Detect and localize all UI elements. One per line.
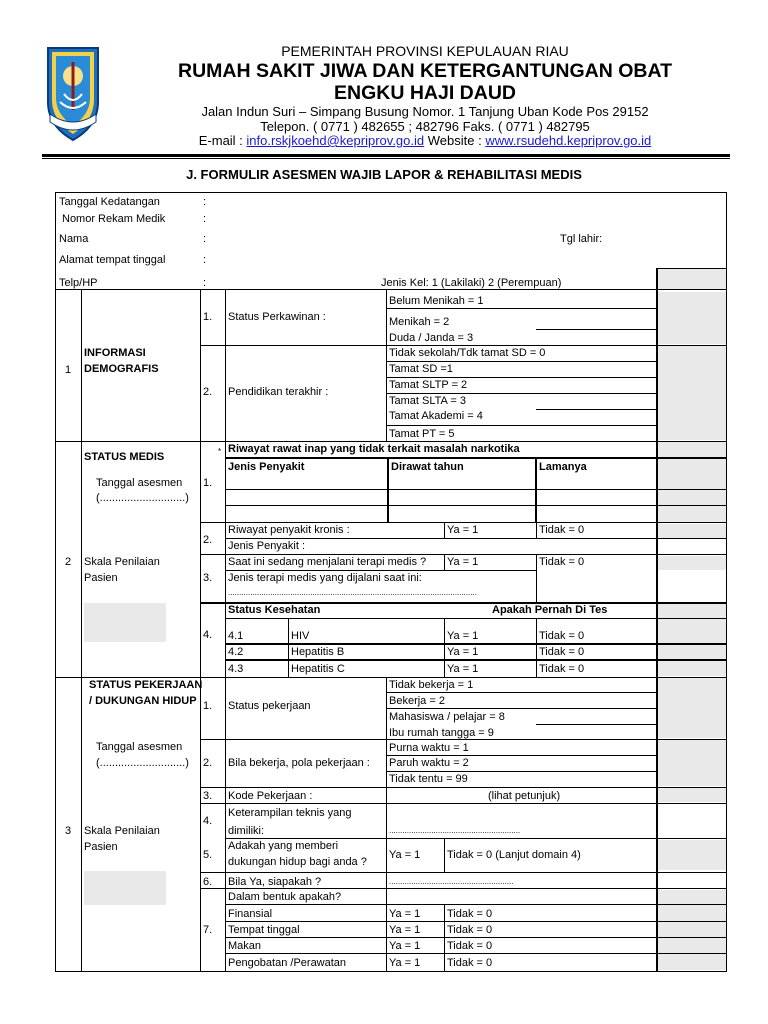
option-label: Tamat PT = 5 xyxy=(389,428,455,440)
siapakah-dots: ........................................................ xyxy=(389,877,514,886)
tanggal-asesmen-dots: (............................) xyxy=(96,492,189,504)
question-number: 2. xyxy=(203,386,213,398)
question-number: 6. xyxy=(203,876,213,888)
tidak-label: Tidak = 0 xyxy=(539,556,585,568)
option-label: Tidak sekolah/Tdk tamat SD = 0 xyxy=(389,347,546,359)
jenis-kel-label: Jenis Kel: 1 (Lakilaki) 2 (Perempuan) xyxy=(381,277,562,289)
question-number: 2. xyxy=(203,757,213,769)
test-number: 4.2 xyxy=(228,646,244,658)
pernah-tes-heading: Apakah Pernah Di Tes xyxy=(492,604,608,616)
rawat-inap-heading: Riwayat rawat inap yang tidak terkait masalah narkotika xyxy=(228,443,520,455)
hospital-name: RUMAH SAKIT JIWA DAN KETERGANTUNGAN OBAT xyxy=(178,60,672,82)
ya-label: Ya = 1 xyxy=(447,646,479,658)
status-pekerjaan-label: Status pekerjaan xyxy=(228,700,311,712)
question-number: 1. xyxy=(203,477,213,489)
test-name: HIV xyxy=(291,630,310,642)
ya-label: Ya = 1 xyxy=(447,556,479,568)
option-label: Tamat SLTA = 3 xyxy=(389,395,466,407)
jenis-kel-input[interactable] xyxy=(658,268,726,290)
telp-label: Telp/HP xyxy=(59,277,98,289)
email-label: E-mail : xyxy=(198,133,247,148)
tidak-label: Tidak = 0 (Lanjut domain 4) xyxy=(447,849,581,861)
ya-label: Ya = 1 xyxy=(389,849,421,861)
asterisk: * xyxy=(218,447,222,456)
question-number: 4. xyxy=(203,629,213,641)
tgl-lahir-label: Tgl lahir: xyxy=(560,233,603,245)
dukungan-label: dukungan hidup bagi anda ? xyxy=(228,856,367,868)
option-label: Belum Menikah = 1 xyxy=(389,295,484,307)
column-header: Dirawat tahun xyxy=(391,461,464,473)
bentuk-label: Dalam bentuk apakah? xyxy=(228,891,342,903)
pola-pekerjaan-input[interactable] xyxy=(658,740,726,786)
website-link[interactable]: www.rsudehd.kepriprov.go.id xyxy=(485,133,652,148)
section-number: 3 xyxy=(65,825,72,837)
header-rule xyxy=(42,154,730,157)
colon: : xyxy=(203,196,207,208)
tidak-label: Tidak = 0 xyxy=(539,524,585,536)
ya-label: Ya = 1 xyxy=(389,908,421,920)
jenis-terapi-dots: ................................................................................................................ xyxy=(228,588,477,597)
dukungan-input[interactable] xyxy=(658,840,726,870)
section-number: 2 xyxy=(65,556,72,568)
option-label: Tamat Akademi = 4 xyxy=(389,410,483,422)
test-name: Hepatitis C xyxy=(291,663,345,675)
tanggal-asesmen-label: Tanggal asesmen xyxy=(96,741,183,753)
status-kesehatan-input[interactable] xyxy=(658,604,726,676)
nomor-rekam-medik-label: Nomor Rekam Medik xyxy=(62,213,166,225)
ya-label: Ya = 1 xyxy=(447,630,479,642)
support-row-label: Pengobatan /Perawatan xyxy=(228,957,347,969)
nama-label: Nama xyxy=(59,233,89,245)
terapi-medis-input[interactable] xyxy=(658,556,726,570)
penyakit-kronis-label: Riwayat penyakit kronis : xyxy=(228,524,350,536)
keterampilan-label: dimiliki: xyxy=(228,825,265,837)
section-title: / DUKUNGAN HIDUP xyxy=(89,695,197,707)
province-emblem-icon xyxy=(42,44,104,144)
skala-label: Skala Penilaian xyxy=(84,556,160,568)
colon: : xyxy=(203,277,207,289)
option-label: Tamat SD =1 xyxy=(389,363,453,375)
alamat-label: Alamat tempat tinggal xyxy=(59,254,166,266)
option-label: Bekerja = 2 xyxy=(389,695,445,707)
colon: : xyxy=(203,254,207,266)
website-label: Website : xyxy=(424,133,486,148)
section-title: INFORMASI xyxy=(84,347,146,359)
keterampilan-dots: ........................................................... xyxy=(389,826,521,835)
ya-label: Ya = 1 xyxy=(389,957,421,969)
test-name: Hepatitis B xyxy=(291,646,345,658)
dukungan-label: Adakah yang memberi xyxy=(228,840,339,852)
pendidikan-input[interactable] xyxy=(658,346,726,440)
option-label: Tidak tentu = 99 xyxy=(389,773,468,785)
tanggal-asesmen-dots: (............................) xyxy=(96,757,189,769)
tanggal-asesmen-label: Tanggal asesmen xyxy=(96,477,183,489)
letterhead xyxy=(0,0,768,160)
skala-label: Skala Penilaian xyxy=(84,825,160,837)
skala-pekerjaan-input[interactable] xyxy=(84,871,166,905)
option-label: Duda / Janda = 3 xyxy=(389,332,474,344)
question-number: 3. xyxy=(203,572,213,584)
tidak-label: Tidak = 0 xyxy=(539,663,585,675)
colon: : xyxy=(203,233,207,245)
section-title: STATUS MEDIS xyxy=(84,451,165,463)
colon: : xyxy=(203,213,207,225)
tidak-label: Tidak = 0 xyxy=(447,908,493,920)
pendidikan-label: Pendidikan terakhir : xyxy=(228,386,329,398)
ya-label: Ya = 1 xyxy=(447,524,479,536)
penyakit-kronis-input[interactable] xyxy=(658,524,726,538)
kode-pekerjaan-input[interactable] xyxy=(658,788,726,802)
siapakah-label: Bila Ya, siapakah ? xyxy=(228,876,322,888)
section-title: STATUS PEKERJAAN xyxy=(89,679,203,691)
support-row-label: Makan xyxy=(228,940,262,952)
question-number: 5. xyxy=(203,849,213,861)
government-name: PEMERINTAH PROVINSI KEPULAUAN RIAU xyxy=(281,43,569,59)
hospital-contact xyxy=(120,133,730,148)
pola-pekerjaan-label: Bila bekerja, pola pekerjaan : xyxy=(228,757,370,769)
form-title: J. FORMULIR ASESMEN WAJIB LAPOR & REHABILITASI MEDIS xyxy=(186,167,582,182)
option-label: Ibu rumah tangga = 9 xyxy=(389,727,494,739)
status-perkawinan-input[interactable] xyxy=(658,292,726,344)
email-link[interactable]: info.rskjkoehd@kepriprov.go.id xyxy=(246,133,425,148)
hospital-phone: Telepon. ( 0771 ) 482655 ; 482796 Faks. ( 0771 ) 482795 xyxy=(260,119,590,134)
question-number: 1. xyxy=(203,311,213,323)
hospital-address: Jalan Indun Suri – Simpang Busung Nomor. 1 Tanjung Uban Kode Pos 29152 xyxy=(201,104,649,119)
ya-label: Ya = 1 xyxy=(447,663,479,675)
option-label: Mahasiswa / pelajar = 8 xyxy=(389,711,505,723)
question-number: 7. xyxy=(203,924,213,936)
option-label: Tamat SLTP = 2 xyxy=(389,379,468,391)
column-header: Jenis Penyakit xyxy=(228,461,305,473)
section-title: DEMOGRAFIS xyxy=(84,363,159,375)
option-label: Purna waktu = 1 xyxy=(389,742,469,754)
question-number: 4. xyxy=(203,815,213,827)
question-number: 1. xyxy=(203,700,213,712)
keterampilan-label: Keterampilan teknis yang xyxy=(228,807,352,819)
hospital-name-2: ENGKU HAJI DAUD xyxy=(333,82,516,104)
tanggal-kedatangan-label: Tanggal Kedatangan xyxy=(59,196,160,208)
kode-pekerjaan-label: Kode Pekerjaan : xyxy=(228,790,313,802)
test-number: 4.1 xyxy=(228,630,244,642)
terapi-medis-label: Saat ini sedang menjalani terapi medis ? xyxy=(228,556,427,568)
question-number: 3. xyxy=(203,790,213,802)
rawat-inap-input[interactable] xyxy=(658,442,726,522)
status-kesehatan-heading: Status Kesehatan xyxy=(228,604,321,616)
option-label: Paruh waktu = 2 xyxy=(389,757,469,769)
column-header: Lamanya xyxy=(539,461,587,473)
test-number: 4.3 xyxy=(228,663,244,675)
support-row-label: Finansial xyxy=(228,908,273,920)
skala-label: Pasien xyxy=(84,572,118,584)
question-number: 2. xyxy=(203,534,213,546)
tidak-label: Tidak = 0 xyxy=(539,630,585,642)
option-label: Tidak bekerja = 1 xyxy=(389,679,474,691)
tidak-label: Tidak = 0 xyxy=(447,924,493,936)
lihat-petunjuk-hint: (lihat petunjuk) xyxy=(488,790,561,802)
support-row-label: Tempat tinggal xyxy=(228,924,300,936)
status-perkawinan-label: Status Perkawinan : xyxy=(228,311,326,323)
skala-label: Pasien xyxy=(84,841,118,853)
tidak-label: Tidak = 0 xyxy=(447,940,493,952)
ya-label: Ya = 1 xyxy=(389,924,421,936)
ya-label: Ya = 1 xyxy=(389,940,421,952)
bentuk-dukungan-input[interactable] xyxy=(658,890,726,970)
jenis-terapi-label: Jenis terapi medis yang dijalani saat ini: xyxy=(228,572,422,584)
tidak-label: Tidak = 0 xyxy=(447,957,493,969)
option-label: Menikah = 2 xyxy=(389,316,450,328)
status-pekerjaan-input[interactable] xyxy=(658,678,726,738)
header-rule-thin xyxy=(42,158,730,159)
jenis-penyakit-label: Jenis Penyakit : xyxy=(228,540,306,552)
tidak-label: Tidak = 0 xyxy=(539,646,585,658)
section-number: 1 xyxy=(65,364,72,376)
skala-medis-input[interactable] xyxy=(84,603,166,642)
